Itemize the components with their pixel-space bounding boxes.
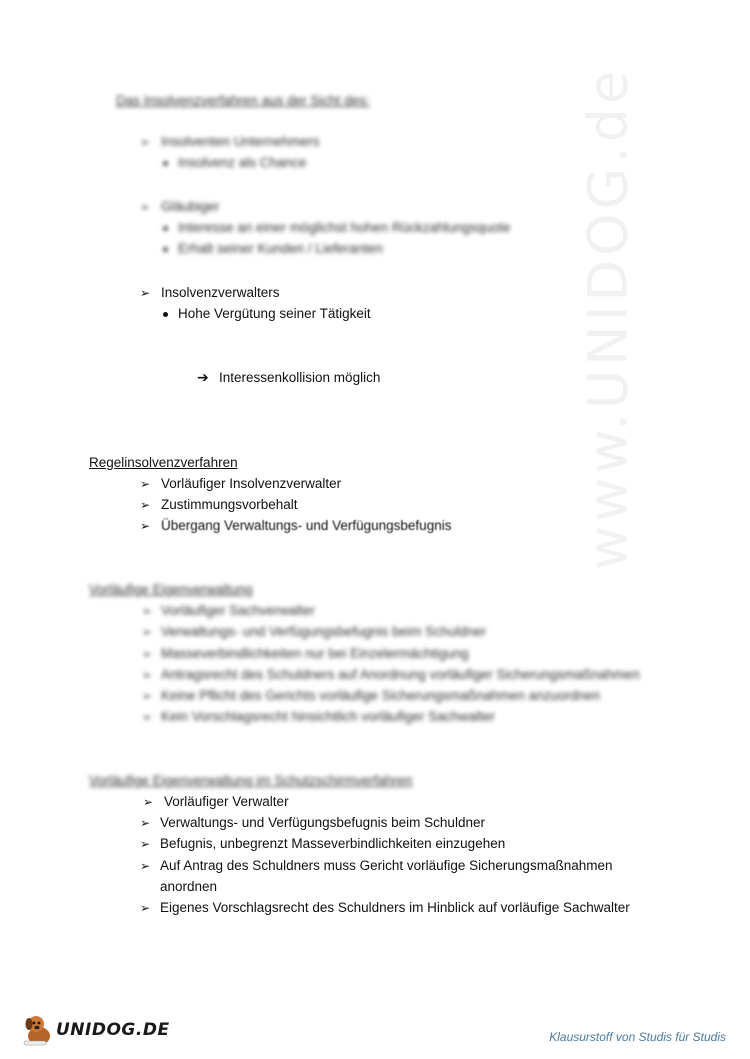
section2-item: Vorläufiger Insolvenzverwalter bbox=[161, 476, 342, 491]
logo-text: UNIDOG.DE bbox=[56, 1020, 170, 1040]
right-arrow-icon: ➔ bbox=[197, 369, 209, 385]
section2-heading: Regelinsolvenzverfahren bbox=[89, 455, 238, 470]
section3-item: Masseverbindlichkeiten nur bei Einzelermächtigung bbox=[161, 646, 469, 661]
footer-tagline: Klausurstoff von Studis für Studis bbox=[549, 1030, 726, 1044]
section1-conclusion: Interessenkollision möglich bbox=[219, 370, 381, 385]
section1-bullet: Erhalt seiner Kunden / Lieferanten bbox=[178, 241, 383, 256]
arrow-bullet-icon: ➢ bbox=[143, 795, 154, 809]
section1-group-label: Insolvenzverwalters bbox=[161, 285, 280, 300]
section1-bullet: Interesse an einer möglichst hohen Rückzahlungsquote bbox=[178, 220, 511, 235]
section4-heading: Vorläufige Eigenverwaltung im Schutzschirmverfahren bbox=[89, 773, 413, 788]
dog-mascot-icon bbox=[22, 1012, 56, 1048]
section4-item: Auf Antrag des Schuldners muss Gericht vorläufige Sicherungsmaßnahmen bbox=[160, 858, 613, 873]
section4-item: Eigenes Vorschlagsrecht des Schuldners im Hinblick auf vorläufige Sachwalter bbox=[160, 900, 630, 915]
section4-item: Vorläufiger Verwalter bbox=[164, 794, 289, 809]
section3-item: Antragsrecht des Schuldners auf Anordnung vorläufiger Sicherungsmaßnahmen bbox=[161, 667, 640, 682]
arrow-bullet-icon: ➢ bbox=[142, 668, 153, 682]
arrow-bullet-icon: ➢ bbox=[140, 519, 151, 533]
arrow-bullet-icon: ➢ bbox=[140, 477, 151, 491]
dot-bullet-icon bbox=[163, 247, 168, 252]
section1-group-label: Gläubiger bbox=[161, 199, 220, 214]
section1-bullet: Hohe Vergütung seiner Tätigkeit bbox=[178, 306, 371, 321]
section2-item: Zustimmungsvorbehalt bbox=[161, 497, 298, 512]
section1-group-label: Insolventen Unternehmers bbox=[161, 134, 320, 149]
section4-item-continuation: anordnen bbox=[160, 879, 218, 894]
arrow-bullet-icon: ➢ bbox=[142, 710, 153, 724]
section3-item: Keine Pflicht des Gerichts vorläufige Sicherungsmaßnahmen anzuordnen bbox=[161, 688, 600, 703]
unidog-logo bbox=[22, 1012, 170, 1048]
arrow-bullet-icon: ➢ bbox=[140, 837, 151, 851]
section4-item: Befugnis, unbegrenzt Masseverbindlichkeiten einzugehen bbox=[160, 836, 506, 851]
section1-heading: Das Insolvenzverfahren aus der Sicht des: bbox=[116, 93, 370, 108]
section3-item: Vorläufiger Sachverwalter bbox=[161, 603, 315, 618]
dot-bullet-icon bbox=[163, 312, 168, 317]
watermark: www.UNIDOG.de bbox=[576, 66, 640, 570]
section3-heading: Vorläufige Eigenverwaltung bbox=[89, 582, 253, 597]
arrow-bullet-icon: ➢ bbox=[140, 859, 151, 873]
section2-item: Übergang Verwaltungs- und Verfügungsbefugnis bbox=[161, 518, 452, 533]
section4-item: Verwaltungs- und Verfügungsbefugnis beim Schuldner bbox=[160, 815, 485, 830]
section3-item: Kein Vorschlagsrecht hinsichtlich vorläufiger Sachwalter bbox=[161, 709, 495, 724]
dot-bullet-icon bbox=[163, 161, 168, 166]
arrow-bullet-icon: ➢ bbox=[142, 604, 153, 618]
arrow-bullet-icon: ➢ bbox=[142, 647, 153, 661]
arrow-bullet-icon: ➢ bbox=[140, 200, 151, 214]
section1-bullet: Insolvenz als Chance bbox=[178, 155, 307, 170]
arrow-bullet-icon: ➢ bbox=[140, 286, 151, 300]
arrow-bullet-icon: ➢ bbox=[140, 816, 151, 830]
arrow-bullet-icon: ➢ bbox=[140, 901, 151, 915]
arrow-bullet-icon: ➢ bbox=[140, 135, 151, 149]
arrow-bullet-icon: ➢ bbox=[142, 689, 153, 703]
arrow-bullet-icon: ➢ bbox=[142, 625, 153, 639]
arrow-bullet-icon: ➢ bbox=[140, 498, 151, 512]
dot-bullet-icon bbox=[163, 226, 168, 231]
section3-item: Verwaltungs- und Verfügungsbefugnis beim Schuldner bbox=[161, 624, 486, 639]
